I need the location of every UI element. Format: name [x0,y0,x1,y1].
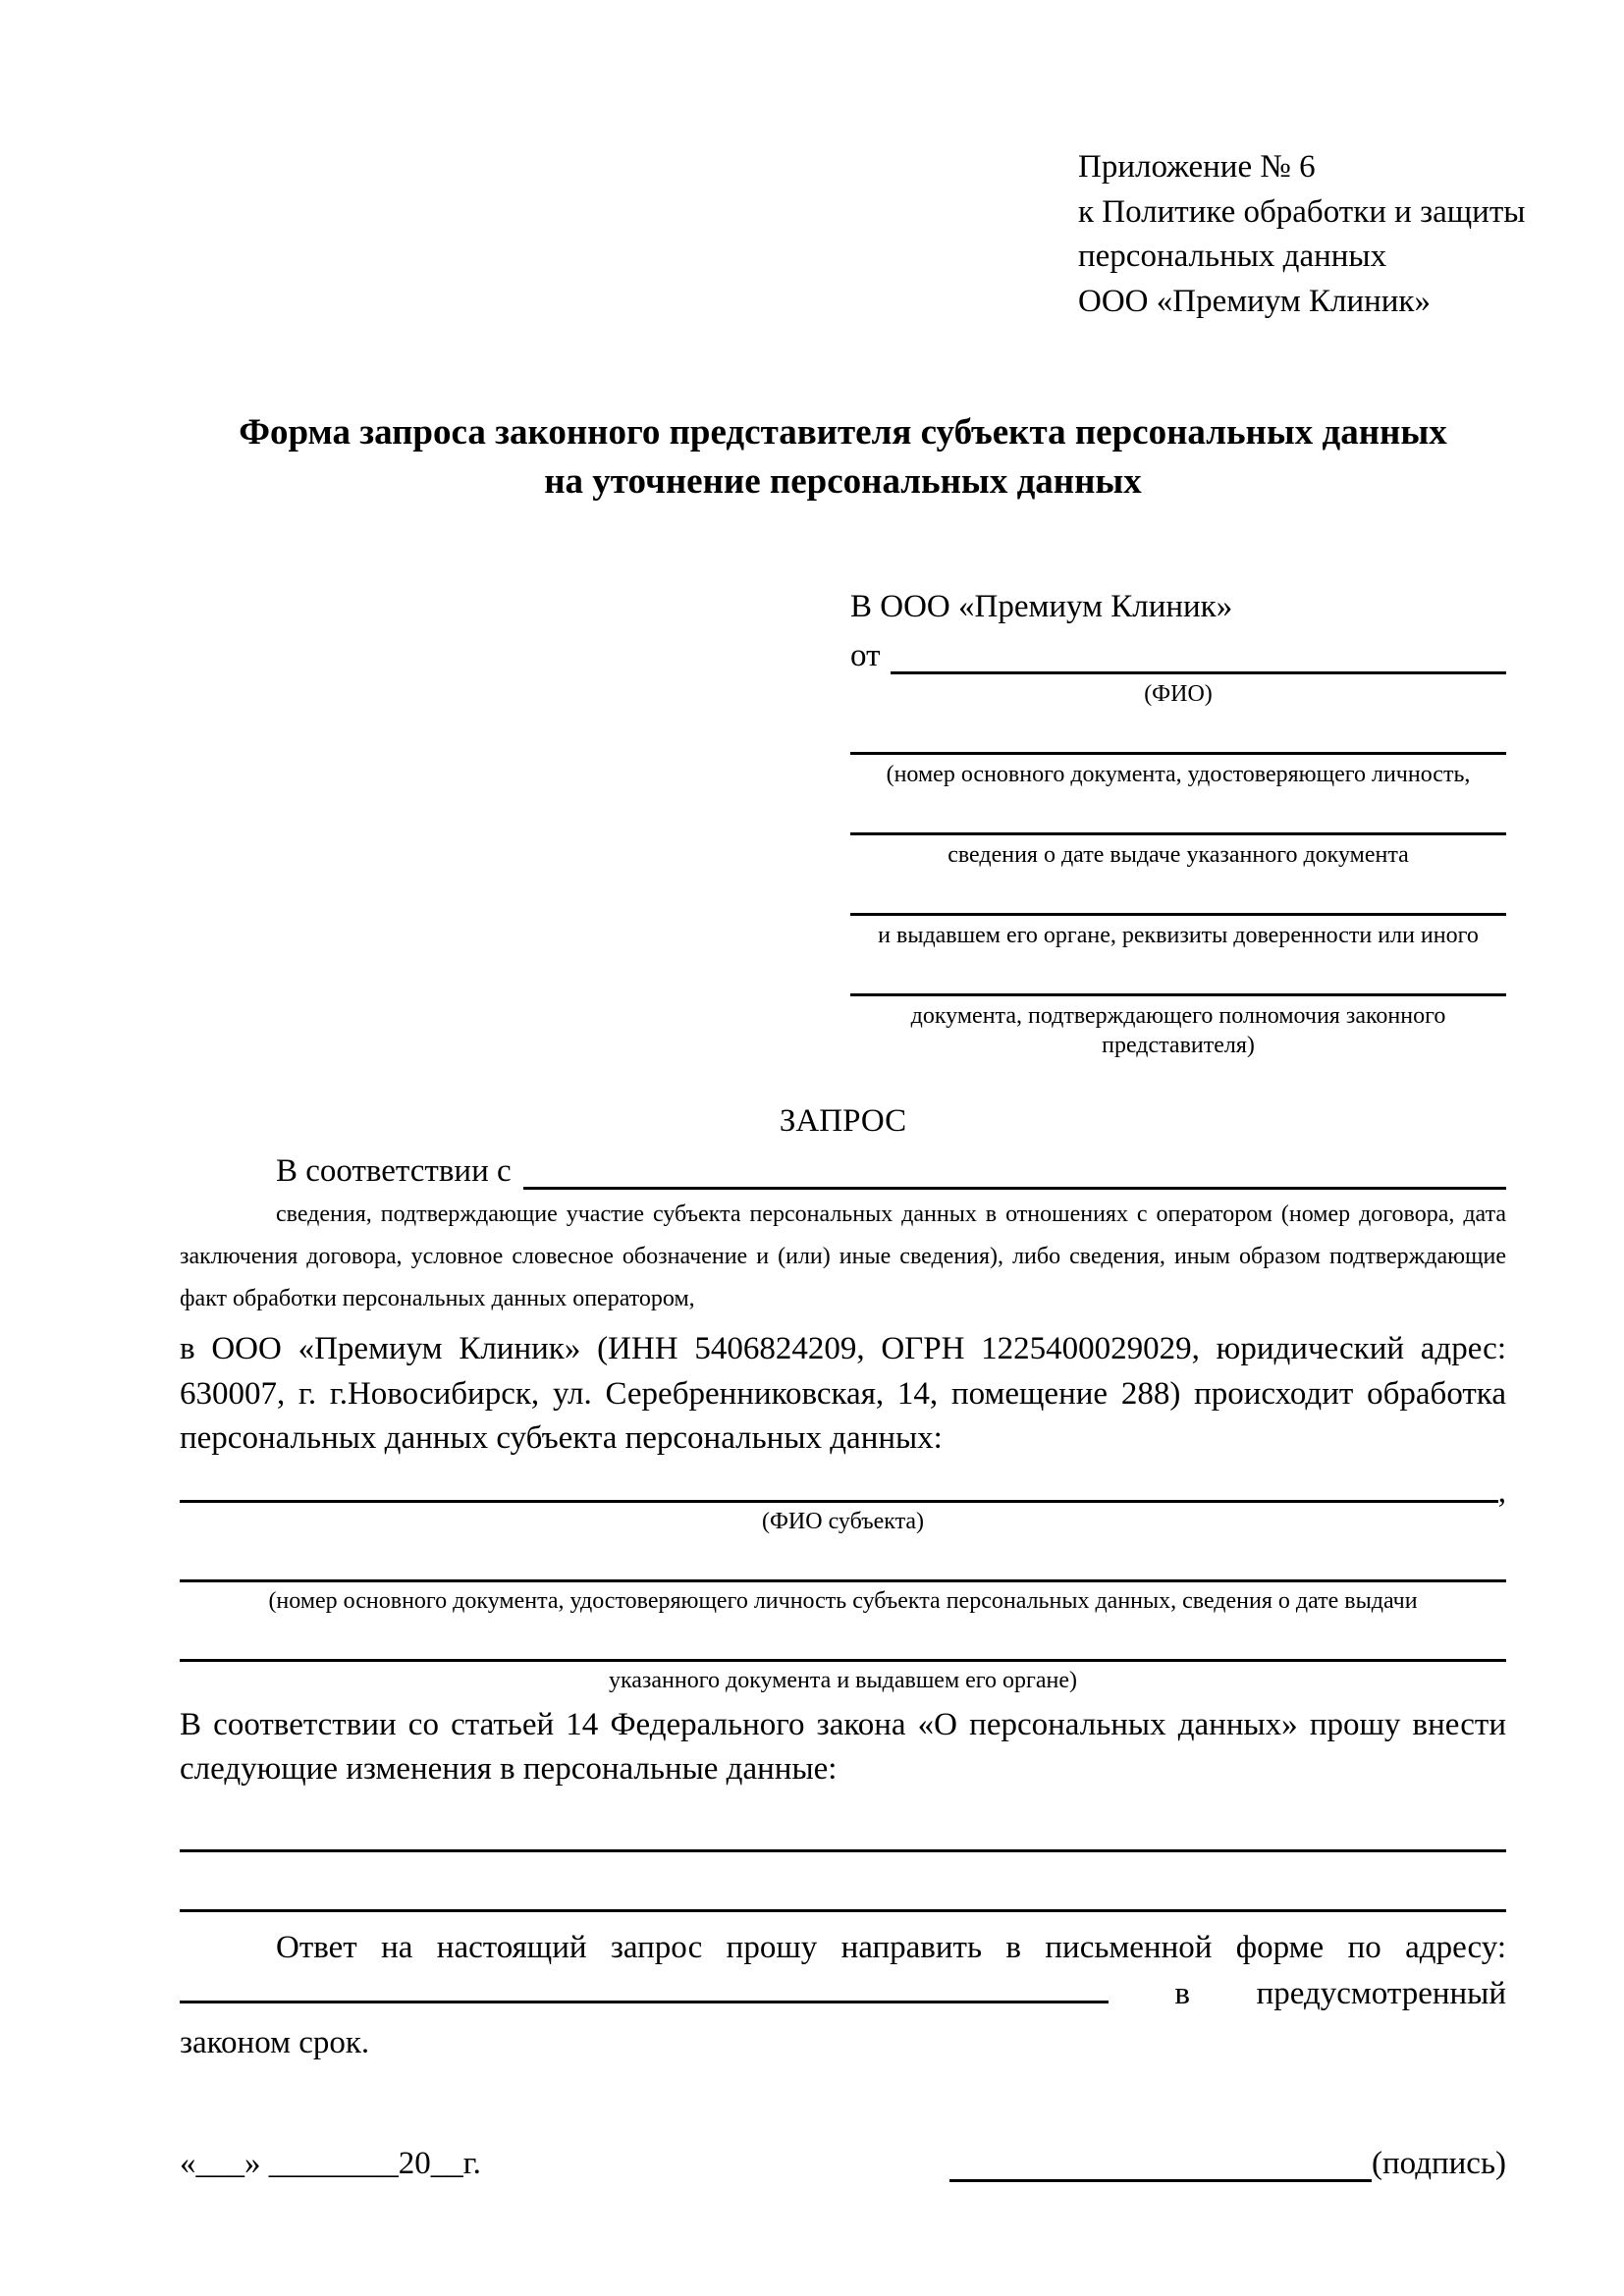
answer-paragraph-line2 [180,1970,1506,2019]
answer-address-fill-line [180,1971,1109,2003]
annex-line: к Политике обработки и защиты [1078,193,1526,230]
fio-caption: (ФИО) [1144,680,1213,707]
operator-paragraph: в ООО «Премиум Клиник» (ИНН 5406824209, ОГРН 1225400029029, юридический адрес: 630007, г. г.Новосибирск, ул. Серебренниковская, 14, помещение 288) происходит обработка персональных данных субъекта персональных данных: [180,1331,1506,1457]
representative-doc-caption-1: (номер основного документа, удостоверяющего личность, [886,761,1471,787]
annex-line: Приложение № 6 [1078,149,1316,185]
answer-paragraph-mid: в предусмотренный [1174,1976,1506,2012]
representative-doc-fill-line [850,950,1506,996]
date-blank: «___» ________20__г. [180,2146,481,2182]
changes-fill-line [180,1806,1506,1852]
signature-caption: (подпись) [1372,2146,1506,2182]
answer-paragraph-line1: Ответ на настоящий запрос прошу направить в письменной форме по адресу: [276,1929,1506,1965]
subject-doc-fill-line [180,1616,1506,1662]
annex-header-block [1078,145,1526,324]
trailing-comma: , [1497,1474,1506,1511]
signature-fill-line [949,2150,1372,2182]
annex-line: персональных данных [1078,239,1387,275]
annex-line: ООО «Премиум Клиник» [1078,283,1431,319]
accordance-prefix: В соответствии с [276,1153,512,1190]
document-title [180,408,1506,507]
document-title-line1: Форма запроса законного представителя субъекта персональных данных [239,412,1447,454]
subject-doc-caption-2: указанного документа и выдавшем его органе) [608,1667,1078,1693]
subject-fio-row [180,1462,1506,1511]
representative-doc-caption-4: документа, подтверждающего полномочия законного представителя) [910,1002,1446,1058]
representative-doc-fill-line [850,789,1506,835]
accordance-row [180,1143,1506,1190]
signature-part [949,2146,1506,2182]
representative-doc-fill-line [850,709,1506,755]
answer-paragraph-line3: законом срок. [180,2024,370,2060]
subject-fio-fill-line [180,1461,1498,1503]
signature-row [180,2146,1506,2182]
subject-doc-caption-1: (номер основного документа, удостоверяющего личность субъекта персональных данных, сведения о дате выдачи [268,1587,1418,1614]
subject-fio-caption: (ФИО субъекта) [761,1508,925,1534]
law-paragraph: В соответствии со статьей 14 Федерального закона «О персональных данных» прошу внести следующие изменения в персональные данные: [180,1706,1506,1788]
representative-doc-fill-line [850,870,1506,916]
footnote-text: сведения, подтверждающие участие субъекта персональных данных в отношениях с оператором (номер договора, дата заключения договора, условное словесное обозначение и (или) иные сведения), либо сведения, иным образом подтверждающие факт обработки персональных данных оператором, [180,1201,1506,1311]
representative-doc-caption-2: сведения о дате выдаче указанного документа [947,841,1409,868]
accordance-fill-line [523,1148,1506,1190]
representative-doc-caption-3: и выдавшем его органе, реквизиты доверенности или иного [878,922,1479,948]
from-label: от [850,637,881,673]
addressee-organization: В ООО «Премиум Клиник» [850,589,1233,624]
subject-doc-fill-line [180,1536,1506,1582]
from-row [850,629,1506,674]
addressee-block [850,585,1506,1060]
request-heading: ЗАПРОС [779,1102,907,1139]
changes-fill-line [180,1866,1506,1912]
document-title-line2: на уточнение персональных данных [544,461,1142,503]
representative-fio-fill-line [891,632,1507,674]
